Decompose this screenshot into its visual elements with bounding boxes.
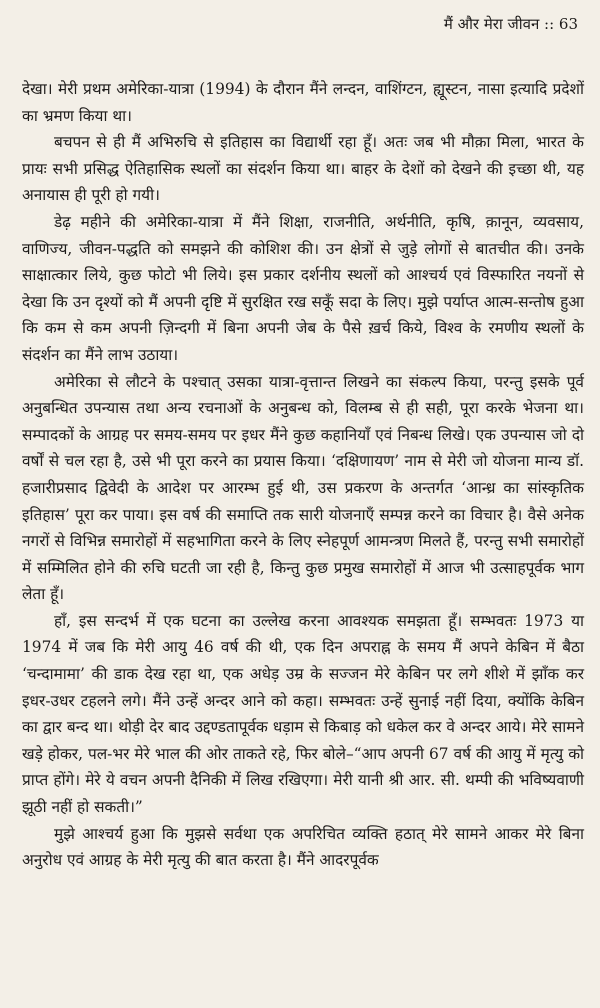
paragraph-6: मुझे आश्चर्य हुआ कि मुझसे सर्वथा एक अपरिचित व्यक्ति हठात् मेरे सामने आकर मेरे बिना अनुरोध एवं आग्रह के मेरी मृत्यु की बात करता है। मैंने आदरपूर्वक — [22, 824, 584, 870]
body-text — [22, 76, 584, 874]
running-head: मैं और मेरा जीवन :: 63 — [443, 15, 578, 33]
paragraph-3: डेढ़ महीने की अमेरिका-यात्रा में मैंने शिक्षा, राजनीति, अर्थनीति, कृषि, क़ानून, व्यवसाय, वाणिज्य, जीवन-पद्धति को समझने की कोशिश की। उन क्षेत्रों से जुड़े लोगों से बातचीत की। उनके साक्षात्कार लिये, कुछ फोटो भी लिये। इस प्रकार दर्शनीय स्थलों को आश्चर्य एवं विस्फारित नयनों से देखा कि उन दृश्यों को मैं अपनी दृष्टि में सुरक्षित रख सकूँ सदा के लिए। मुझे पर्याप्त आत्म-सन्तोष हुआ कि कम से कम अपनी ज़िन्दगी में बिना अपनी जेब के पैसे ख़र्च किये, विश्व के रमणीय स्थलों के संदर्शन का मैंने लाभ उठाया। — [22, 212, 584, 364]
paragraph-1: देखा। मेरी प्रथम अमेरिका-यात्रा (1994) के दौरान मैंने लन्दन, वाशिंग्टन, ह्यूस्टन, नासा इत्यादि प्रदेशों का भ्रमण किया था। — [22, 80, 584, 125]
paragraph-5: हाँ, इस सन्दर्भ में एक घटना का उल्लेख करना आवश्यक समझता हूँ। सम्भवतः 1973 या 1974 में जब कि मेरी आयु 46 वर्ष की थी, एक दिन अपराह्न के समय मैं अपने केबिन में बैठा ‘चन्दामामा’ की डाक देख रहा था, एक अधेड़ उम्र के सज्जन मेरे केबिन पर लगे शीशे में झाँक कर इधर-उधर टहलने लगे। मैंने उन्हें अन्दर आने को कहा। सम्भवतः उन्हें सुनाई नहीं दिया, क्योंकि केबिन का द्वार बन्द था। थोड़ी देर बाद उद्दण्डतापूर्वक धड़ाम से किबाड़ को धकेल कर वे अन्दर आये। मेरे सामने खड़े होकर, पल-भर मेरे भाल की ओर ताकते रहे, फिर बोले–“आप अपनी 67 वर्ष की आयु में मृत्यु को प्राप्त होंगे। मेरे ये वचन अपनी दैनिकी में लिख रखिएगा। मेरी यानी श्री आर. सी. थम्पी की भविष्यवाणी झूठी नहीं हो सकती।” — [22, 611, 584, 817]
paragraph-2: बचपन से ही मैं अभिरुचि से इतिहास का विद्यार्थी रहा हूँ। अतः जब भी मौक़ा मिला, भारत के प्रायः सभी प्रसिद्ध ऐतिहासिक स्थलों का संदर्शन किया था। बाहर के देशों को देखने की इच्छा थी, यह अनायास ही पूरी हो गयी। — [22, 133, 584, 205]
paragraph-4: अमेरिका से लौटने के पश्चात् उसका यात्रा-वृत्तान्त लिखने का संकल्प किया, परन्तु इसके पूर्व अनुबन्धित उपन्यास तथा अन्य रचनाओं के अनुबन्ध को, विलम्ब से ही सही, पूरा करके भेजना था। सम्पादकों के आग्रह पर समय-समय पर इधर मैंने कुछ कहानियाँ एवं निबन्ध लिखे। एक उपन्यास जो दो वर्षों से चल रहा है, उसे भी पूरा करने का प्रयास किया। ‘दक्षिणायण’ नाम से मेरी जो योजना मान्य डॉ. हजारीप्रसाद द्विवेदी के आदेश पर आरम्भ हुई थी, उस प्रकरण के अन्तर्गत ‘आन्ध्र का सांस्कृतिक इतिहास’ पूरा कर पाया। इस वर्ष की समाप्ति तक सारी योजनाएँ सम्पन्न करने का विचार है। वैसे अनेक नगरों से विभिन्न समारोहों में सहभागिता करने के लिए स्नेहपूर्ण आमन्त्रण मिलते हैं, परन्तु सभी समारोहों में सम्मिलित होने की रुचि घटती जा रही है, किन्तु कुछ प्रमुख समारोहों में आज भी उत्साहपूर्वक भाग लेता हूँ। — [22, 372, 584, 604]
